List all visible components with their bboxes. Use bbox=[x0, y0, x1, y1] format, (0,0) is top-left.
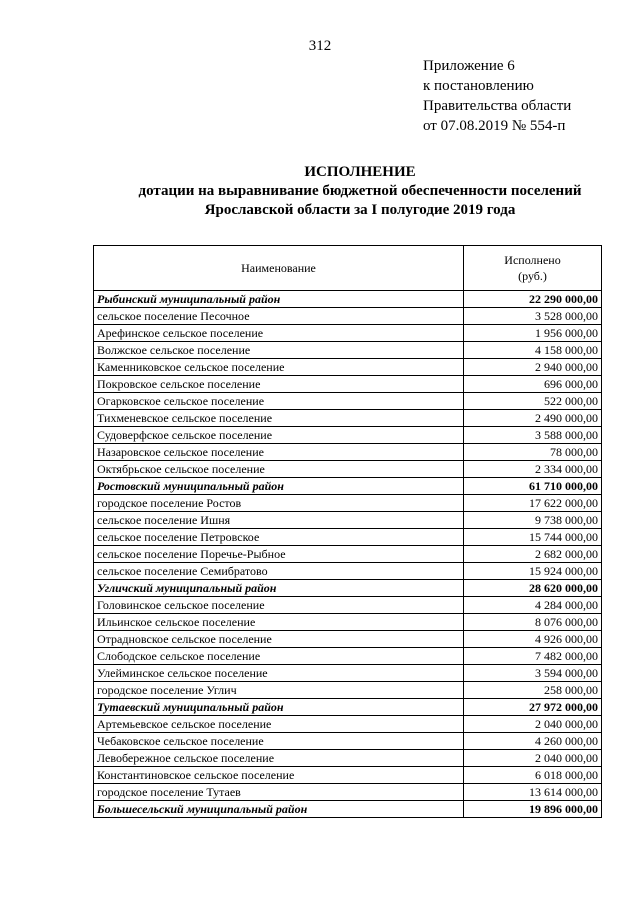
row-name: Константиновское сельское поселение bbox=[94, 767, 464, 784]
header-value-line: Исполнено bbox=[504, 253, 561, 267]
title-line: ИСПОЛНЕНИЕ bbox=[304, 164, 416, 180]
row-value: 3 528 000,00 bbox=[464, 308, 602, 325]
header-value bbox=[464, 246, 602, 291]
row-value: 4 284 000,00 bbox=[464, 597, 602, 614]
row-value: 3 594 000,00 bbox=[464, 665, 602, 682]
row-value: 78 000,00 bbox=[464, 444, 602, 461]
row-name: сельское поселение Поречье-Рыбное bbox=[94, 546, 464, 563]
row-name: Волжское сельское поселение bbox=[94, 342, 464, 359]
row-value: 2 334 000,00 bbox=[464, 461, 602, 478]
row-value: 7 482 000,00 bbox=[464, 648, 602, 665]
row-value: 8 076 000,00 bbox=[464, 614, 602, 631]
row-value: 17 622 000,00 bbox=[464, 495, 602, 512]
row-name: сельское поселение Ишня bbox=[94, 512, 464, 529]
header-value-line: (руб.) bbox=[518, 269, 547, 283]
row-name: Слободское сельское поселение bbox=[94, 648, 464, 665]
settlement-row bbox=[94, 597, 602, 614]
settlement-row bbox=[94, 461, 602, 478]
row-name: Тихменевское сельское поселение bbox=[94, 410, 464, 427]
row-value: 522 000,00 bbox=[464, 393, 602, 410]
title-line: Ярославской области за I полугодие 2019 года bbox=[204, 202, 516, 218]
appendix-line: к постановлению bbox=[423, 78, 534, 94]
page-number: 312 bbox=[308, 38, 332, 54]
row-value: 6 018 000,00 bbox=[464, 767, 602, 784]
row-name: городское поселение Тутаев bbox=[94, 784, 464, 801]
row-name: сельское поселение Петровское bbox=[94, 529, 464, 546]
row-value: 4 260 000,00 bbox=[464, 733, 602, 750]
row-name: Чебаковское сельское поселение bbox=[94, 733, 464, 750]
row-name: Октябрьское сельское поселение bbox=[94, 461, 464, 478]
settlement-row bbox=[94, 767, 602, 784]
settlement-row bbox=[94, 359, 602, 376]
row-name: Артемьевское сельское поселение bbox=[94, 716, 464, 733]
row-name: Судоверфское сельское поселение bbox=[94, 427, 464, 444]
row-name: Ильинское сельское поселение bbox=[94, 614, 464, 631]
row-name: Отрадновское сельское поселение bbox=[94, 631, 464, 648]
row-value: 15 924 000,00 bbox=[464, 563, 602, 580]
row-name: Арефинское сельское поселение bbox=[94, 325, 464, 342]
settlement-row bbox=[94, 614, 602, 631]
row-value: 1 956 000,00 bbox=[464, 325, 602, 342]
row-name: городское поселение Углич bbox=[94, 682, 464, 699]
row-value: 4 158 000,00 bbox=[464, 342, 602, 359]
district-row bbox=[94, 699, 602, 716]
row-value: 2 490 000,00 bbox=[464, 410, 602, 427]
settlement-row bbox=[94, 563, 602, 580]
appendix-block bbox=[423, 56, 571, 136]
settlement-row bbox=[94, 325, 602, 342]
settlement-row bbox=[94, 733, 602, 750]
row-name: сельское поселение Песочное bbox=[94, 308, 464, 325]
table-body bbox=[94, 291, 602, 818]
row-name: Каменниковское сельское поселение bbox=[94, 359, 464, 376]
row-name: Назаровское сельское поселение bbox=[94, 444, 464, 461]
settlement-row bbox=[94, 529, 602, 546]
district-row bbox=[94, 580, 602, 597]
row-name: Покровское сельское поселение bbox=[94, 376, 464, 393]
row-value: 27 972 000,00 bbox=[464, 699, 602, 716]
row-value: 61 710 000,00 bbox=[464, 478, 602, 495]
row-name: Рыбинский муниципальный район bbox=[94, 291, 464, 308]
settlement-row bbox=[94, 648, 602, 665]
row-value: 2 682 000,00 bbox=[464, 546, 602, 563]
district-row bbox=[94, 478, 602, 495]
settlement-row bbox=[94, 376, 602, 393]
row-name: Головинское сельское поселение bbox=[94, 597, 464, 614]
appendix-line: от 07.08.2019 № 554-п bbox=[423, 118, 566, 134]
row-value: 2 040 000,00 bbox=[464, 750, 602, 767]
settlement-row bbox=[94, 716, 602, 733]
row-value: 9 738 000,00 bbox=[464, 512, 602, 529]
row-name: городское поселение Ростов bbox=[94, 495, 464, 512]
row-name: Огарковское сельское поселение bbox=[94, 393, 464, 410]
settlement-row bbox=[94, 546, 602, 563]
district-row bbox=[94, 801, 602, 818]
execution-table bbox=[93, 245, 602, 818]
settlement-row bbox=[94, 427, 602, 444]
row-value: 696 000,00 bbox=[464, 376, 602, 393]
settlement-row bbox=[94, 444, 602, 461]
settlement-row bbox=[94, 495, 602, 512]
row-value: 2 040 000,00 bbox=[464, 716, 602, 733]
appendix-line: Правительства области bbox=[423, 98, 572, 114]
settlement-row bbox=[94, 784, 602, 801]
settlement-row bbox=[94, 750, 602, 767]
settlement-row bbox=[94, 342, 602, 359]
row-value: 13 614 000,00 bbox=[464, 784, 602, 801]
settlement-row bbox=[94, 393, 602, 410]
title-line: дотации на выравнивание бюджетной обеспеченности поселений bbox=[138, 183, 582, 199]
settlement-row bbox=[94, 308, 602, 325]
row-value: 3 588 000,00 bbox=[464, 427, 602, 444]
row-value: 15 744 000,00 bbox=[464, 529, 602, 546]
settlement-row bbox=[94, 631, 602, 648]
document-title bbox=[0, 163, 640, 220]
row-name: Большесельский муниципальный район bbox=[94, 801, 464, 818]
row-name: сельское поселение Семибратово bbox=[94, 563, 464, 580]
row-name: Ростовский муниципальный район bbox=[94, 478, 464, 495]
row-value: 28 620 000,00 bbox=[464, 580, 602, 597]
settlement-row bbox=[94, 410, 602, 427]
settlement-row bbox=[94, 512, 602, 529]
row-name: Улейминское сельское поселение bbox=[94, 665, 464, 682]
row-value: 4 926 000,00 bbox=[464, 631, 602, 648]
settlement-row bbox=[94, 682, 602, 699]
row-name: Левобережное сельское поселение bbox=[94, 750, 464, 767]
settlement-row bbox=[94, 665, 602, 682]
header-name: Наименование bbox=[94, 246, 464, 291]
row-value: 258 000,00 bbox=[464, 682, 602, 699]
appendix-line: Приложение 6 bbox=[423, 58, 515, 74]
row-value: 22 290 000,00 bbox=[464, 291, 602, 308]
row-value: 19 896 000,00 bbox=[464, 801, 602, 818]
row-name: Угличский муниципальный район bbox=[94, 580, 464, 597]
row-name: Тутаевский муниципальный район bbox=[94, 699, 464, 716]
district-row bbox=[94, 291, 602, 308]
row-value: 2 940 000,00 bbox=[464, 359, 602, 376]
table-header-row bbox=[94, 246, 602, 291]
